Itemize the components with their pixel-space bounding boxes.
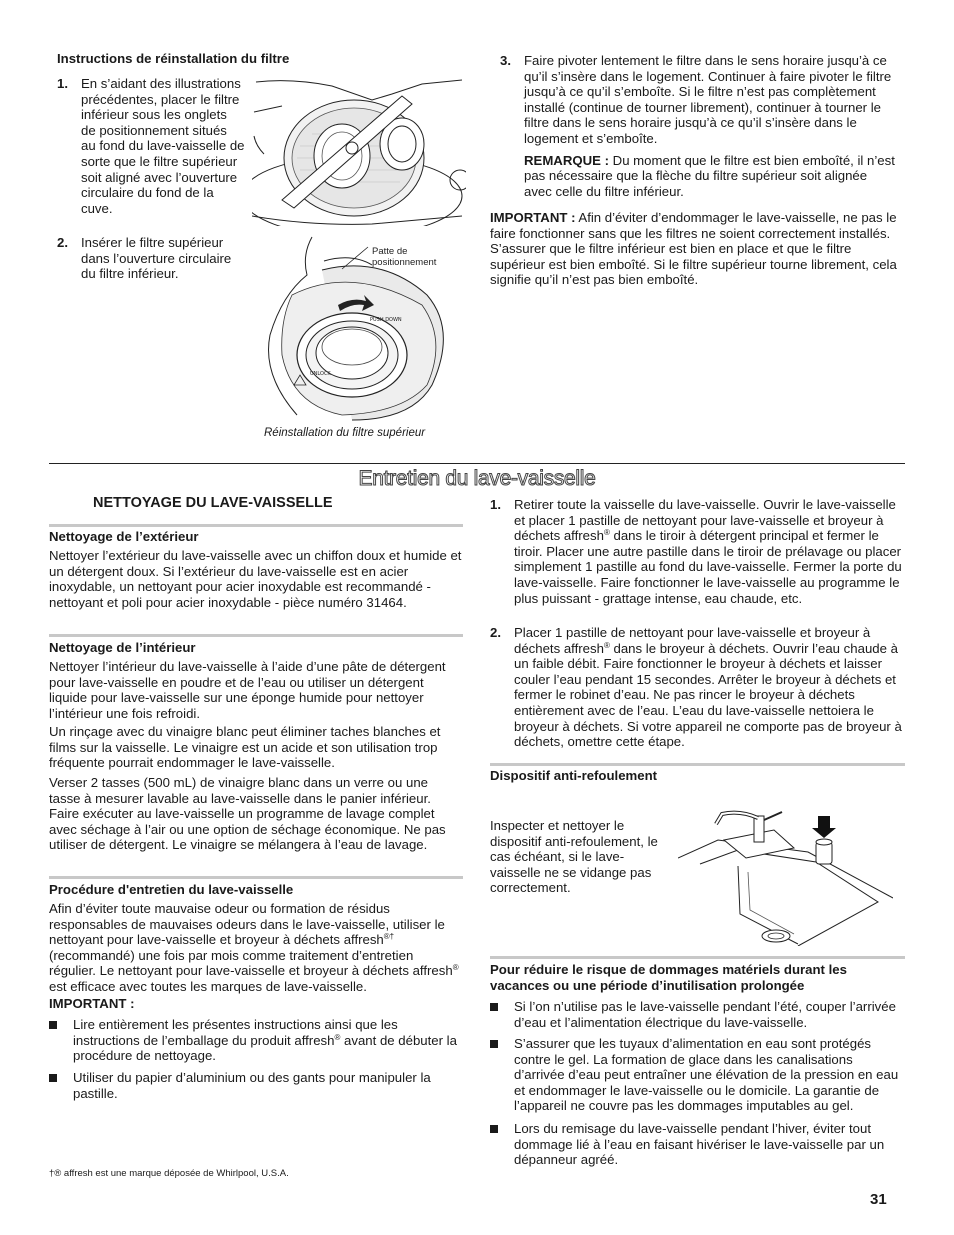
anti-backflow-heading: Dispositif anti-refoulement xyxy=(490,768,658,783)
rule-procedure xyxy=(49,876,463,879)
bullet-square xyxy=(490,1040,498,1048)
interior-text-1: Nettoyer l’intérieur du lave-vaisselle à l’aide d’une pâte de détergent pour lave-vaisselle en poudre et de l’eau ou utiliser un détergent liquide pour lave-vaisselle sur une éponge humide pour nettoyer l’intérieur une fois refroidi. xyxy=(49,659,446,721)
filter-step-3 xyxy=(500,53,895,199)
important-paragraph-top xyxy=(490,210,900,288)
rule-anti-backflow xyxy=(490,763,905,766)
bullet-2-text: Utiliser du papier d’aluminium ou des gants pour manipuler la pastille. xyxy=(73,1070,431,1101)
dishwasher-filter-illustration xyxy=(252,76,466,226)
registered-mark: ® xyxy=(334,1032,341,1042)
procedure-text xyxy=(49,901,463,995)
risk-bullet-2-text: S’assurer que les tuyaux d’alimentation en eau sont protégés contre le gel. La formation de glace dans les canalisations d’arrivée d’eau peut entraîner une élévation de la pression en eau et endommager le lave-vaisselle ou le domicile. La garantie de l’appareil ne couvre pas les dommages imputables au gel. xyxy=(514,1036,899,1114)
important-bullet-1 xyxy=(49,1017,463,1064)
bullet-1-text-b: avant de débuter la procédure de nettoyage. xyxy=(73,1032,457,1064)
remark-label: REMARQUE : xyxy=(524,152,609,168)
cleaning-step-2 xyxy=(490,625,904,750)
cleaning-step-1 xyxy=(490,497,904,606)
anti-backflow-text: Inspecter et nettoyer le dispositif anti-refoulement, le cas échéant, si le lave-vaisselle ne se vidange pas correctement. xyxy=(490,818,658,896)
positioning-tab-callout xyxy=(372,246,436,268)
risk-bullet-1-text: Si l’on n’utilise pas le lave-vaisselle pendant l’été, couper l’arrivée d’eau et l’alimentation électrique du lave-vaisselle. xyxy=(514,999,896,1030)
filter-step-3-text: Faire pivoter lentement le filtre dans le sens horaire jusqu’à ce qu’il s’insère dans le logement. Continuer à faire pivoter le filtre jusqu’à ce qu’il s’emboîte. Si le filtre n’est pas complètement installé (continue de tourner librement), continuer à tourner le filtre dans le sens horaire jusqu’à ce qu’il s’insère dans le logement et s’emboîte. xyxy=(524,53,892,146)
registered-mark: ® xyxy=(603,640,610,650)
procedure-text-c: est efficace avec toutes les marques de lave-vaisselle. xyxy=(49,978,367,994)
cleaning-step-1-text xyxy=(514,497,904,606)
important-label: IMPORTANT : xyxy=(490,210,576,225)
filter-step-2-text: Insérer le filtre supérieur dans l’ouverture circulaire du filtre inférieur. xyxy=(81,235,232,282)
step-number: 1. xyxy=(490,497,501,512)
registered-mark: ® xyxy=(452,963,459,973)
rule-risk xyxy=(490,956,905,959)
callout-line-1: Patte de xyxy=(372,246,408,257)
risk-bullet-3 xyxy=(490,1121,904,1168)
sink-air-gap-illustration xyxy=(678,794,893,946)
ring-unlock-label: UNLOCK xyxy=(310,371,331,377)
bullet-square xyxy=(490,1125,498,1133)
important-text: Afin d’éviter d’endommager le lave-vaisselle, ne pas le faire fonctionner sans que les filtres ne soient correctement installés. S’assurer que le filtre inférieur est bien en place et que le filtre supérieur est bien emboîté. Si le filtre supérieur tourne librement, cela signifie qu’il n’est pas bien emboîté. xyxy=(490,210,897,288)
remark-paragraph xyxy=(524,153,895,200)
step-number: 3. xyxy=(500,53,511,68)
rule-exterior xyxy=(49,524,463,527)
section-title: Entretien du lave-vaisselle xyxy=(358,467,596,490)
cleaning-step-2-text xyxy=(514,625,904,750)
filter-reinstall-heading: Instructions de réinstallation du filtre xyxy=(57,51,290,66)
page-number: 31 xyxy=(870,1191,887,1208)
rule-interior xyxy=(49,634,463,637)
step-2-text-a: Placer 1 pastille de nettoyant pour lave-vaisselle et broyeur à déchets affresh xyxy=(514,625,871,656)
important-label-left: IMPORTANT : xyxy=(49,996,135,1011)
risk-bullet-1 xyxy=(490,999,904,1030)
step-1-text-a: Retirer toute la vaisselle du lave-vaisselle. Ouvrir le lave-vaisselle et placer 1 pastille de nettoyant pour lave-vaisselle et broyeur à déchets affresh xyxy=(514,497,896,544)
registered-mark: ®† xyxy=(383,932,395,942)
interior-heading: Nettoyage de l’intérieur xyxy=(49,640,196,655)
interior-text-3: Verser 2 tasses (500 mL) de vinaigre blanc dans un verre ou une tasse à mesurer lavable au lave-vaisselle dans le panier inférieur. Faire exécuter au lave-vaisselle un programme de lavage complet avec séchage à l’air ou une option de séchage économique. Ne pas utiliser de détergent. Le vinaigre se mélangera à l’eau de lavage. xyxy=(49,775,446,853)
step-number: 2. xyxy=(57,235,68,250)
callout-line-2: positionnement xyxy=(372,257,437,268)
exterior-text: Nettoyer l’extérieur du lave-vaisselle avec un chiffon doux et humide et un détergent doux. Si l’extérieur du lave-vaisselle est en acier inoxydable, un nettoyant pour acier inoxydable est recommandé - nettoyant et poli pour acier inoxydable - pièce numéro 31464. xyxy=(49,548,462,610)
bullet-square xyxy=(49,1021,57,1029)
step-number: 2. xyxy=(490,625,501,640)
filter-step-2 xyxy=(57,235,245,282)
procedure-heading: Procédure d'entretien du lave-vaisselle xyxy=(49,882,294,897)
illustration-caption: Réinstallation du filtre supérieur xyxy=(264,427,426,439)
bullet-square xyxy=(490,1003,498,1011)
bullet-1-text xyxy=(73,1017,463,1064)
cleaning-heading: NETTOYAGE DU LAVE-VAISSELLE xyxy=(93,495,333,511)
bullet-1-text-a: Lire entièrement les présentes instructions ainsi que les instructions de l’emballage du produit affresh xyxy=(73,1017,398,1048)
risk-bullet-2 xyxy=(490,1036,904,1114)
section-divider xyxy=(49,463,905,464)
filter-step-1-text: En s’aidant des illustrations précédentes, placer le filtre inférieur sous les onglets de positionnement situés au fond du lave-vaisselle de sorte que le filtre supérieur soit aligné avec l’ouverture circulaire du fond de la cuve. xyxy=(81,76,245,216)
registered-mark: ® xyxy=(603,528,610,538)
step-2-text-b: dans le broyeur à déchets. Ouvrir l’eau chaude à un faible débit. Faire fonctionner le broyeur à déchets et laisser couler l’eau pendant 15 secondes. Arrêter le broyeur à déchets et fermer le robinet d’eau. Ne pas rincer le broyeur à déchets entièrement avec de l’eau. L’eau du lave-vaisselle nettoiera le broyeur à déchets. Si votre appareil ne comporte pas de broyeur à déchets, omettre cette étape. xyxy=(514,640,902,750)
risk-heading: Pour réduire le risque de dommages matériels durant les vacances ou une période d’inutilisation prolongée xyxy=(490,962,847,993)
interior-text-2: Un rinçage avec du vinaigre blanc peut éliminer taches blanches et films sur la vaisselle. Le vinaigre est un acide et son utilisation trop fréquente pourrait endommager le lave-vaisselle. xyxy=(49,724,441,771)
procedure-text-a: Afin d’éviter toute mauvaise odeur ou formation de résidus responsables de mauvaises odeurs dans le lave-vaisselle, utiliser le nettoyant pour lave-vaisselle et broyeur à déchets affresh xyxy=(49,901,445,948)
step-number: 1. xyxy=(57,76,68,91)
footnote: †® affresh est une marque déposée de Whirlpool, U.S.A. xyxy=(49,1168,289,1179)
filter-step-1 xyxy=(57,76,245,216)
procedure-text-b: (recommandé) une fois par mois comme traitement d’entretien régulier. Le nettoyant pour lave-vaisselle et broyeur à déchets affresh xyxy=(49,947,453,979)
important-bullet-2 xyxy=(49,1070,463,1101)
bullet-square xyxy=(49,1074,57,1082)
remark-text: Du moment que le filtre est bien emboîté, il n’est pas nécessaire que la flèche du filtre supérieur soit alignée avec celle du filtre inférieur. xyxy=(524,152,895,199)
step-1-text-b: dans le tiroir à détergent principal et fermer le tiroir. Placer une autre pastille dans le tiroir de prélavage ou placer simplement 1 pastille au fond du lave-vaisselle. Fermer la porte du lave-vaisselle. Faire fonctionner le lave-vaisselle au programme le plus puissant - grattage intense, eau chaude, etc. xyxy=(514,528,902,606)
ring-push-down-label: PUSH DOWN xyxy=(370,317,402,323)
risk-bullet-3-text: Lors du remisage du lave-vaisselle pendant l’hiver, éviter tout dommage lié à l’eau en faisant hivériser le lave-vaisselle par un dépanneur agréé. xyxy=(514,1121,885,1168)
exterior-heading: Nettoyage de l’extérieur xyxy=(49,529,199,544)
